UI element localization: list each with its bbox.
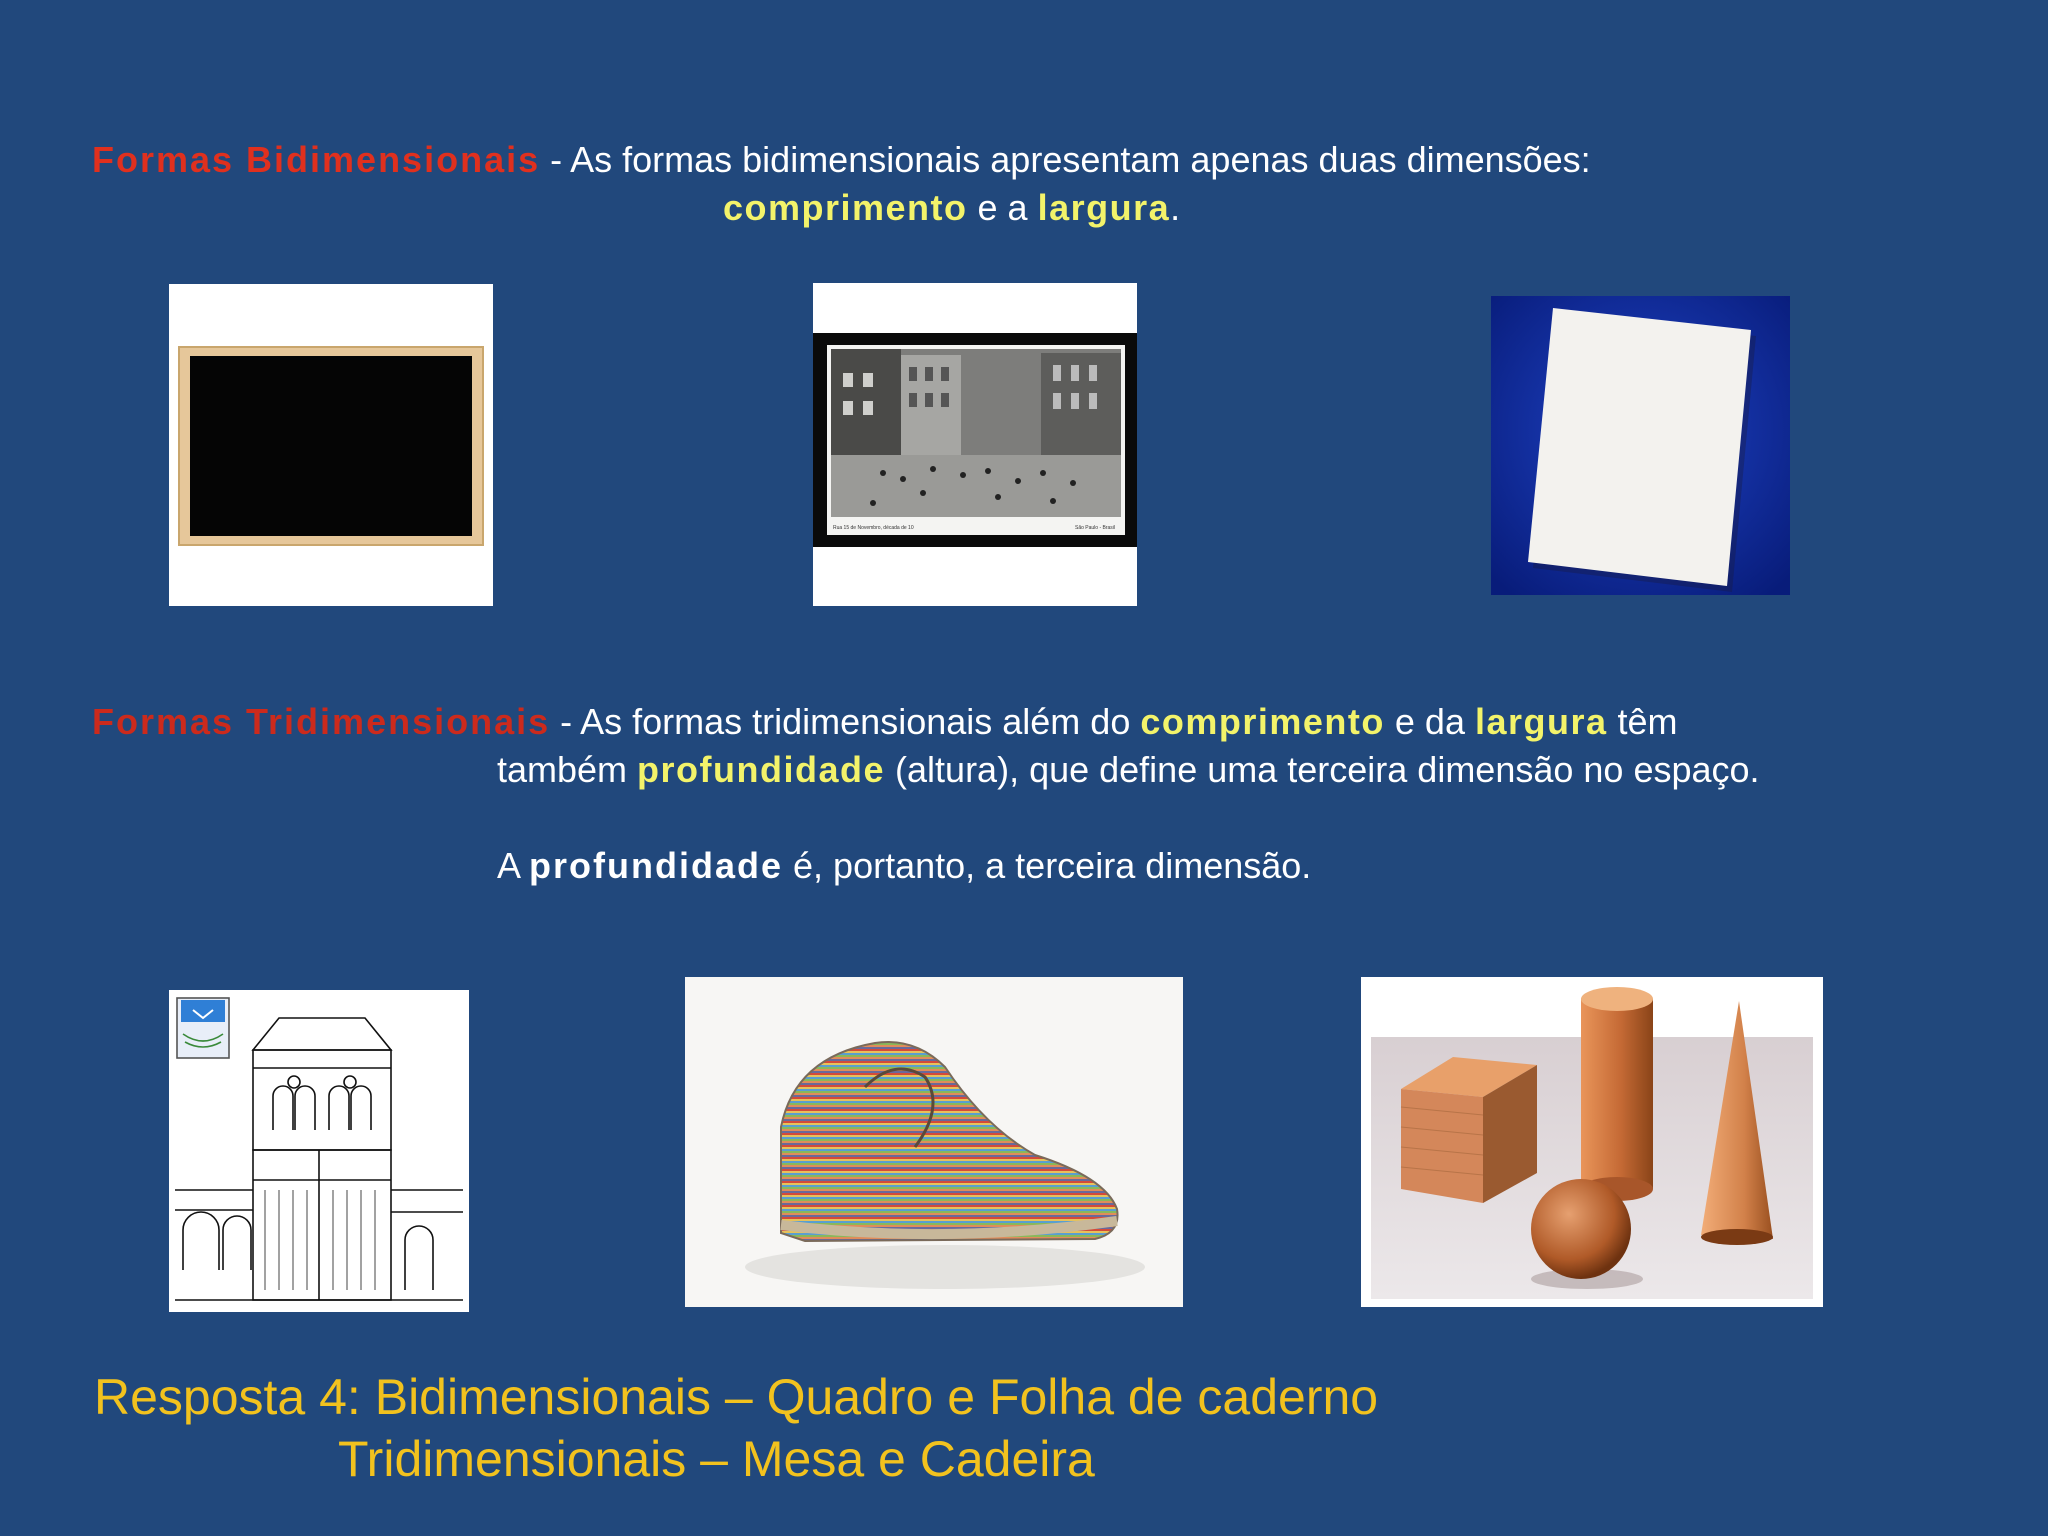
tridimensional-paragraph <box>92 698 1678 746</box>
term-profundidade: profundidade <box>637 749 886 790</box>
wooden-solids-image <box>1361 977 1823 1307</box>
term-largura-3d: largura <box>1474 701 1608 742</box>
notebook-sheet-image <box>1491 296 1790 595</box>
bidimensional-heading: Formas Bidimensionais <box>92 139 541 180</box>
term-largura: largura <box>1037 187 1171 228</box>
tridimensional-line2-b: (altura), que define uma terceira dimensão no espaço. <box>885 749 1760 790</box>
term-comprimento-3d: comprimento <box>1140 701 1385 742</box>
tridimensional-paragraph-line3 <box>497 842 1311 890</box>
crest-icon <box>177 998 229 1058</box>
framed-photo-image <box>813 283 1137 606</box>
tridimensional-paragraph-line2 <box>497 746 1760 794</box>
bidimensional-paragraph <box>92 136 1591 184</box>
tridimensional-line3-b: é, portanto, a terceira dimensão. <box>783 845 1312 886</box>
chalkboard-image <box>169 284 493 606</box>
bidimensional-text: - As formas bidimensionais apresentam apenas duas dimensões: <box>540 139 1591 180</box>
layered-shoe-image <box>685 977 1183 1307</box>
photo-caption-left: Rua 15 de Novembro, década de 10 <box>833 525 914 531</box>
tridimensional-text3: têm <box>1607 701 1678 742</box>
term-comprimento: comprimento <box>723 187 968 228</box>
period-text: . <box>1170 187 1181 228</box>
photo-caption-right: São Paulo - Brasil <box>1075 525 1116 531</box>
bidimensional-paragraph-line2 <box>723 184 1180 232</box>
tridimensional-line3-a: A <box>497 845 530 886</box>
tridimensional-text2: e da <box>1384 701 1475 742</box>
answer-line-2: Tridimensionais – Mesa e Cadeira <box>338 1431 1095 1487</box>
term-profundidade-bold: profundidade <box>529 845 784 886</box>
tower-drawing-image <box>169 990 469 1312</box>
conjunction-text: e a <box>967 187 1038 228</box>
tridimensional-text: - As formas tridimensionais além do <box>550 701 1141 742</box>
tridimensional-heading: Formas Tridimensionais <box>92 701 551 742</box>
tridimensional-line2-a: também <box>497 749 638 790</box>
answer-line-1: Resposta 4: Bidimensionais – Quadro e Folha de caderno <box>94 1369 1379 1425</box>
